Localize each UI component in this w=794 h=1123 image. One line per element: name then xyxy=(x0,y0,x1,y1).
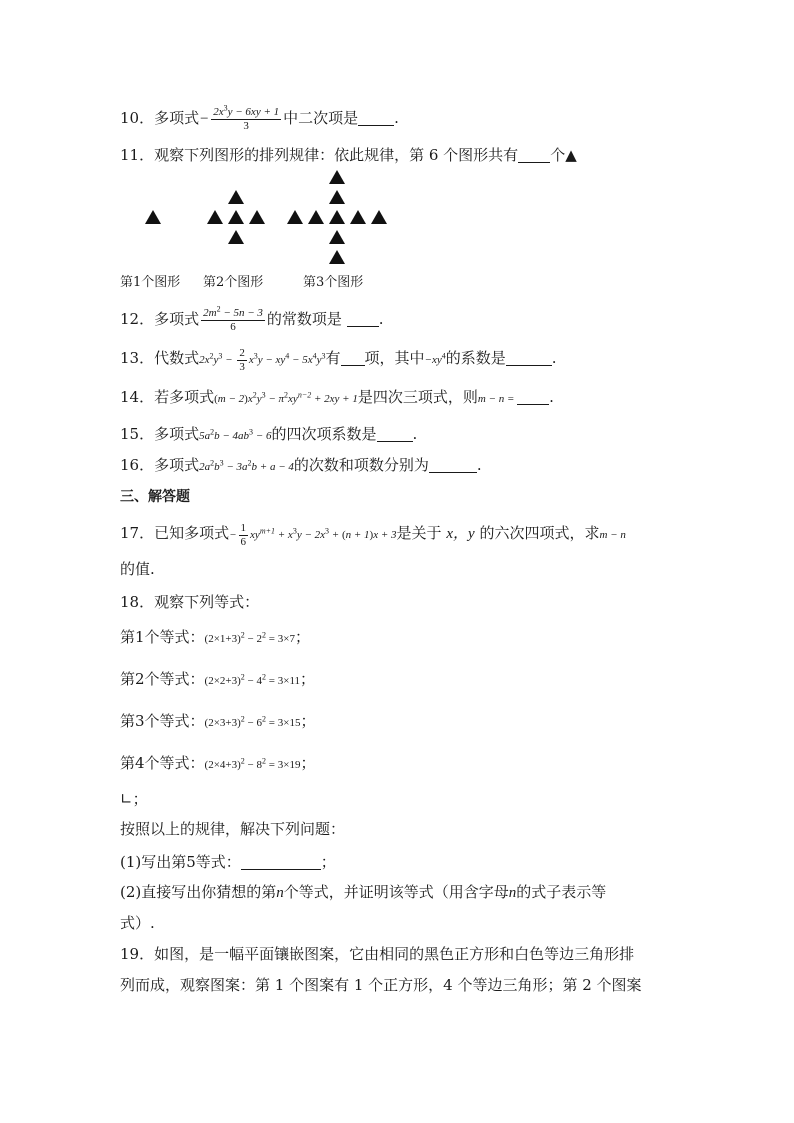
polynomial-16: $2a^2b^3 - 3a^2b + a - 4$ xyxy=(199,458,294,473)
polynomial-15: $5a^2b - 4ab^3 - 6$ xyxy=(199,427,272,442)
triangle-icon xyxy=(329,230,345,244)
answer-blank[interactable] xyxy=(347,312,379,327)
equation-3: 第3个等式：$(2\times 3+3)^2 - 6^2 = 3\times 15$； xyxy=(120,712,316,730)
expression-13: $2x^2y^3$ − $\frac{2}{3}$ $x^3y - xy^4 - 5x^4y^3$ xyxy=(199,347,326,373)
triangle-icon xyxy=(308,210,324,224)
triangle-icon xyxy=(329,190,345,204)
answer-blank[interactable] xyxy=(506,351,552,366)
question-12: 12．多项式 $\frac{2m^2 - 5n - 3}{6}$ 的常数项是 . xyxy=(120,304,384,333)
question-13: 13．代数式$2x^2y^3$ − $\frac{2}{3}$ $x^3y - xy^4 - 5x^4y^3$有 项，其中$-xy^4$的系数是 . xyxy=(120,347,557,373)
triangle-icon xyxy=(228,190,244,204)
answer-blank[interactable] xyxy=(377,427,413,442)
triangle-pattern-figure xyxy=(0,0,794,300)
q18-part-2: (2)直接写出你猜想的第n个等式，并证明该等式（用含字母n的式子表示等 xyxy=(120,883,607,901)
figure-2-caption: 第2个图形 xyxy=(203,275,264,290)
question-19: 19．如图，是一幅平面镶嵌图案，它由相同的黑色正方形和白色等边三角形排 xyxy=(120,945,635,963)
question-11: 11．观察下列图形的排列规律：依此规律，第 6 个图形共有 个▲ xyxy=(120,146,577,164)
answer-blank[interactable] xyxy=(241,855,321,870)
answer-blank[interactable] xyxy=(341,351,365,366)
triangle-icon xyxy=(228,210,244,224)
triangle-icon xyxy=(228,230,244,244)
question-16: 16．多项式$2a^2b^3 - 3a^2b + a - 4$的次数和项数分别为 . xyxy=(120,456,482,474)
q18-part-2-cont: 式）. xyxy=(120,914,155,932)
question-14: 14．若多项式$(m - 2)x^2y^3 - \pi^2xy^{n-2} + 2xy + 1$是四次三项式，则m − n = . xyxy=(120,388,554,406)
triangle-icon xyxy=(350,210,366,224)
section-heading: 三、解答题 xyxy=(120,489,190,505)
triangle-icon xyxy=(249,210,265,224)
triangle-icon xyxy=(287,210,303,224)
answer-blank[interactable] xyxy=(429,458,477,473)
answer-blank[interactable] xyxy=(517,390,549,405)
question-17: 17．已知多项式− $\frac{1}{6}$ $xy^{m+1} + x^3y - 2x^3 + (n + 1)x + 3$是关于 x，y 的六次四项式，求m − n xyxy=(120,522,626,548)
equation-2: 第2个等式：$(2\times 2+3)^2 - 4^2 = 3\times 11$； xyxy=(120,670,316,688)
question-10: 10．多项式− $\frac{2x^3y - 6xy + 1}{3}$ 中二次项是 . xyxy=(120,103,399,132)
question-19-cont: 列而成，观察图案：第 1 个图案有 1 个正方形，4 个等边三角形；第 2 个图案 xyxy=(120,976,642,994)
q18-part-1: (1)写出第5等式： ； xyxy=(120,853,336,871)
triangle-icon xyxy=(329,250,345,264)
triangle-icon xyxy=(371,210,387,224)
triangle-icon xyxy=(329,170,345,184)
question-18: 18．观察下列等式： xyxy=(120,593,260,611)
ellipsis: ∟； xyxy=(120,790,148,808)
question-15: 15．多项式$5a^2b - 4ab^3 - 6$的四次项系数是 . xyxy=(120,425,418,443)
figure-3-caption: 第3个图形 xyxy=(303,275,364,290)
polynomial-12: $\frac{2m^2 - 5n - 3}{6}$ xyxy=(203,304,263,333)
polynomial-10: − $\frac{2x^3y - 6xy + 1}{3}$ xyxy=(199,103,280,132)
polynomial-14: $(m - 2)x^2y^3 - \pi^2xy^{n-2} + 2xy + 1$ xyxy=(214,390,358,405)
triangle-icon xyxy=(145,210,161,224)
q18-instruction: 按照以上的规律，解决下列问题： xyxy=(120,820,346,838)
equation-1: 第1个等式：$(2\times 1+3)^2 - 2^2 = 3\times 7$； xyxy=(120,628,310,646)
figure-1-caption: 第1个图形 xyxy=(120,275,181,290)
triangle-icon xyxy=(329,210,345,224)
polynomial-17: − $\frac{1}{6}$ $xy^{m+1} + x^3y - 2x^3 + (n + 1)x + 3$ xyxy=(229,522,397,548)
triangle-icon xyxy=(207,210,223,224)
question-17-cont: 的值. xyxy=(120,560,155,578)
equation-4: 第4个等式：$(2\times 4+3)^2 - 8^2 = 3\times 19$； xyxy=(120,754,316,772)
